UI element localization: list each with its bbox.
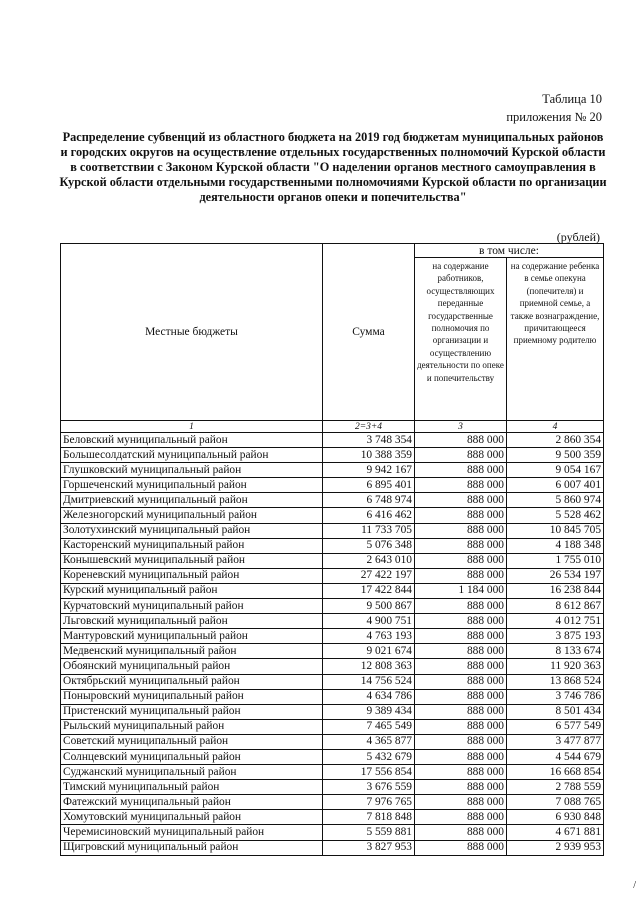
district-name: Большесолдатский муниципальный район	[61, 448, 323, 463]
column-header-budgets: Местные бюджеты	[61, 244, 323, 421]
row-staff-amount: 888 000	[415, 508, 507, 523]
row-child-amount: 9 500 359	[507, 448, 604, 463]
district-name: Щигровский муниципальный район	[61, 840, 323, 855]
row-sum: 7 465 549	[323, 719, 415, 734]
row-staff-amount: 888 000	[415, 478, 507, 493]
row-child-amount: 4 544 679	[507, 749, 604, 764]
district-name: Курский муниципальный район	[61, 583, 323, 598]
row-sum: 10 388 359	[323, 448, 415, 463]
row-sum: 9 500 867	[323, 599, 415, 614]
row-sum: 4 365 877	[323, 734, 415, 749]
row-staff-amount: 888 000	[415, 493, 507, 508]
table-row	[61, 749, 604, 764]
table-row	[61, 463, 604, 478]
table-row	[61, 780, 604, 795]
district-name: Льговский муниципальный район	[61, 614, 323, 629]
table-row	[61, 493, 604, 508]
row-staff-amount: 888 000	[415, 780, 507, 795]
table-row	[61, 583, 604, 598]
column-number: 2=3+4	[323, 421, 415, 433]
row-child-amount: 4 671 881	[507, 825, 604, 840]
table-row	[61, 523, 604, 538]
column-header-including: в том числе:	[415, 244, 604, 258]
row-sum: 7 818 848	[323, 810, 415, 825]
column-header-child: на содержание ребенка в семье опекуна (попечителя) и приемной семье, а также вознаграждение, причитающееся приемному родителю	[507, 258, 604, 421]
table-row	[61, 810, 604, 825]
row-sum: 4 763 193	[323, 629, 415, 644]
district-name: Касторенский муниципальный район	[61, 538, 323, 553]
row-sum: 9 942 167	[323, 463, 415, 478]
row-sum: 5 559 881	[323, 825, 415, 840]
district-name: Тимский муниципальный район	[61, 780, 323, 795]
district-name: Горшеченский муниципальный район	[61, 478, 323, 493]
document-title: Распределение субвенций из областного бюджета на 2019 год бюджетам муниципальных районов и городских округов на осуществление отдельных государственных полномочий Курской области в соответствии с Законом Курской области "О наделении органов местного самоуправления в Курской области отдельными государственными полномочиями Курской области по организации деятельности органов опеки и попечительства"	[59, 130, 607, 204]
row-child-amount: 16 238 844	[507, 583, 604, 598]
row-staff-amount: 888 000	[415, 795, 507, 810]
row-staff-amount: 888 000	[415, 644, 507, 659]
appendix-number: приложения № 20	[506, 110, 602, 124]
row-child-amount: 3 746 786	[507, 689, 604, 704]
district-name: Суджанский муниципальный район	[61, 765, 323, 780]
row-staff-amount: 888 000	[415, 599, 507, 614]
row-staff-amount: 888 000	[415, 659, 507, 674]
row-sum: 7 976 765	[323, 795, 415, 810]
district-name: Октябрьский муниципальный район	[61, 674, 323, 689]
row-child-amount: 4 012 751	[507, 614, 604, 629]
row-sum: 3 676 559	[323, 780, 415, 795]
table-row	[61, 840, 604, 855]
row-sum: 6 748 974	[323, 493, 415, 508]
row-sum: 5 432 679	[323, 749, 415, 764]
row-child-amount: 2 939 953	[507, 840, 604, 855]
row-staff-amount: 888 000	[415, 553, 507, 568]
subvention-table	[60, 243, 604, 856]
row-child-amount: 26 534 197	[507, 568, 604, 583]
row-staff-amount: 888 000	[415, 433, 507, 448]
row-sum: 12 808 363	[323, 659, 415, 674]
row-sum: 2 643 010	[323, 553, 415, 568]
district-name: Курчатовский муниципальный район	[61, 599, 323, 614]
district-name: Кореневский муниципальный район	[61, 568, 323, 583]
row-staff-amount: 888 000	[415, 840, 507, 855]
row-child-amount: 3 477 877	[507, 734, 604, 749]
column-header-sum: Сумма	[323, 244, 415, 421]
district-name: Мантуровский муниципальный район	[61, 629, 323, 644]
table-row	[61, 508, 604, 523]
district-name: Золотухинский муниципальный район	[61, 523, 323, 538]
table-row	[61, 538, 604, 553]
row-child-amount: 3 875 193	[507, 629, 604, 644]
district-name: Беловский муниципальный район	[61, 433, 323, 448]
row-sum: 9 021 674	[323, 644, 415, 659]
row-staff-amount: 888 000	[415, 538, 507, 553]
table-row	[61, 478, 604, 493]
district-name: Дмитриевский муниципальный район	[61, 493, 323, 508]
table-row	[61, 825, 604, 840]
district-name: Медвенский муниципальный район	[61, 644, 323, 659]
table-row	[61, 629, 604, 644]
edge-mark: /	[633, 880, 636, 891]
row-staff-amount: 888 000	[415, 448, 507, 463]
row-staff-amount: 888 000	[415, 810, 507, 825]
district-name: Обоянский муниципальный район	[61, 659, 323, 674]
district-name: Фатежский муниципальный район	[61, 795, 323, 810]
row-staff-amount: 888 000	[415, 825, 507, 840]
row-child-amount: 8 612 867	[507, 599, 604, 614]
row-staff-amount: 1 184 000	[415, 583, 507, 598]
row-staff-amount: 888 000	[415, 463, 507, 478]
row-sum: 6 416 462	[323, 508, 415, 523]
row-child-amount: 11 920 363	[507, 659, 604, 674]
row-staff-amount: 888 000	[415, 629, 507, 644]
district-name: Конышевский муниципальный район	[61, 553, 323, 568]
row-sum: 4 900 751	[323, 614, 415, 629]
units-label: (рублей)	[556, 230, 600, 244]
district-name: Хомутовский муниципальный район	[61, 810, 323, 825]
row-child-amount: 9 054 167	[507, 463, 604, 478]
row-child-amount: 7 088 765	[507, 795, 604, 810]
row-child-amount: 6 930 848	[507, 810, 604, 825]
table-number: Таблица 10	[542, 92, 602, 106]
district-name: Солнцевский муниципальный район	[61, 749, 323, 764]
row-sum: 14 756 524	[323, 674, 415, 689]
table-row	[61, 719, 604, 734]
table-row	[61, 795, 604, 810]
column-number-row	[61, 421, 604, 433]
column-number: 4	[507, 421, 604, 433]
row-staff-amount: 888 000	[415, 614, 507, 629]
table-row	[61, 659, 604, 674]
row-staff-amount: 888 000	[415, 689, 507, 704]
row-child-amount: 5 528 462	[507, 508, 604, 523]
table-row	[61, 674, 604, 689]
row-sum: 3 827 953	[323, 840, 415, 855]
row-child-amount: 1 755 010	[507, 553, 604, 568]
table-row	[61, 644, 604, 659]
row-sum: 17 422 844	[323, 583, 415, 598]
district-name: Рыльский муниципальный район	[61, 719, 323, 734]
row-child-amount: 8 501 434	[507, 704, 604, 719]
table-row	[61, 734, 604, 749]
row-staff-amount: 888 000	[415, 765, 507, 780]
row-sum: 6 895 401	[323, 478, 415, 493]
row-sum: 3 748 354	[323, 433, 415, 448]
district-name: Советский муниципальный район	[61, 734, 323, 749]
row-sum: 5 076 348	[323, 538, 415, 553]
row-sum: 11 733 705	[323, 523, 415, 538]
table-row	[61, 568, 604, 583]
row-staff-amount: 888 000	[415, 674, 507, 689]
table-row	[61, 448, 604, 463]
row-sum: 27 422 197	[323, 568, 415, 583]
row-staff-amount: 888 000	[415, 523, 507, 538]
row-child-amount: 16 668 854	[507, 765, 604, 780]
row-staff-amount: 888 000	[415, 568, 507, 583]
row-staff-amount: 888 000	[415, 704, 507, 719]
row-staff-amount: 888 000	[415, 719, 507, 734]
column-number: 1	[61, 421, 323, 433]
district-name: Железногорский муниципальный район	[61, 508, 323, 523]
row-child-amount: 4 188 348	[507, 538, 604, 553]
table-row	[61, 553, 604, 568]
table-row	[61, 689, 604, 704]
row-child-amount: 10 845 705	[507, 523, 604, 538]
table-row	[61, 614, 604, 629]
row-sum: 9 389 434	[323, 704, 415, 719]
row-child-amount: 2 788 559	[507, 780, 604, 795]
row-sum: 4 634 786	[323, 689, 415, 704]
table-row	[61, 704, 604, 719]
column-number: 3	[415, 421, 507, 433]
row-child-amount: 8 133 674	[507, 644, 604, 659]
row-sum: 17 556 854	[323, 765, 415, 780]
row-staff-amount: 888 000	[415, 734, 507, 749]
table-row	[61, 433, 604, 448]
table-row	[61, 765, 604, 780]
district-name: Черемисиновский муниципальный район	[61, 825, 323, 840]
district-name: Пристенский муниципальный район	[61, 704, 323, 719]
row-child-amount: 13 868 524	[507, 674, 604, 689]
column-header-staff: на содержание работников, осуществляющих переданные государственные полномочия по организации и осуществлению деятельности по опеке и попечительству	[415, 258, 507, 421]
row-child-amount: 2 860 354	[507, 433, 604, 448]
row-staff-amount: 888 000	[415, 749, 507, 764]
district-name: Поныровский муниципальный район	[61, 689, 323, 704]
row-child-amount: 6 577 549	[507, 719, 604, 734]
table-row	[61, 599, 604, 614]
row-child-amount: 6 007 401	[507, 478, 604, 493]
district-name: Глушковский муниципальный район	[61, 463, 323, 478]
row-child-amount: 5 860 974	[507, 493, 604, 508]
